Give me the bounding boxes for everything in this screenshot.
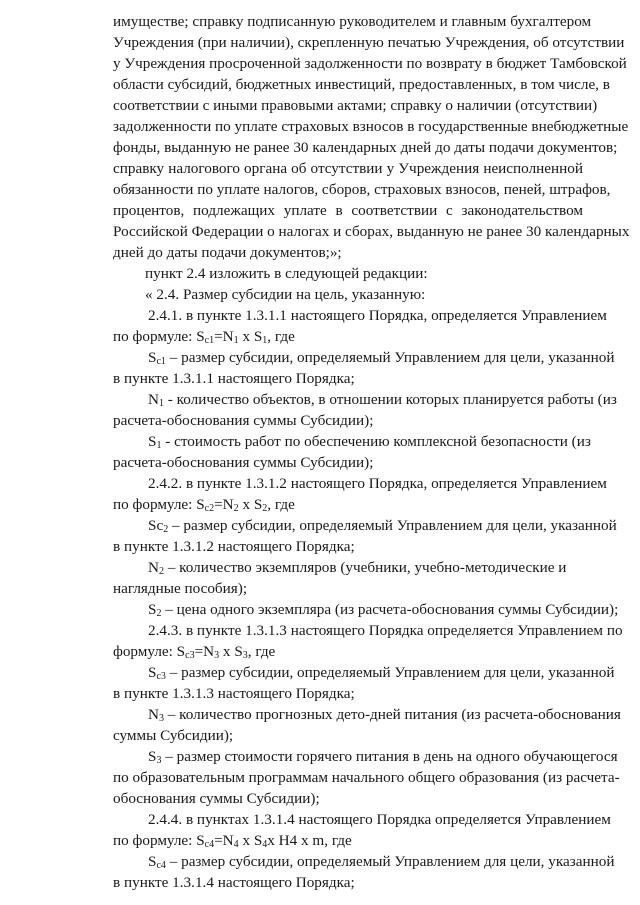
definition-line — [148, 851, 615, 872]
symbol: S — [148, 748, 157, 765]
formula-line — [113, 830, 583, 851]
formula-part: =N — [214, 496, 234, 513]
formula-subscript: 3 — [214, 650, 220, 661]
symbol: Sc — [148, 517, 164, 534]
formula-part: x S — [238, 496, 263, 513]
text-line: расчета-обоснования суммы Субсидии); — [113, 412, 374, 429]
symbol: S — [148, 601, 157, 618]
formula-part: =N — [194, 643, 215, 660]
symbol-subscript: 2 — [158, 566, 164, 577]
formula-part: по формуле: S — [113, 496, 205, 513]
formula-part: x S — [238, 328, 263, 345]
text-line: фонды, выданную не ранее 30 календарных дней до даты подачи документов; — [113, 139, 618, 156]
formula-subscript: 4 — [233, 839, 239, 850]
definition-line — [148, 599, 619, 620]
text-line: 2.4.1. в пункте 1.3.1.1 настоящего Порядка, определяется Управлением — [148, 307, 607, 324]
definition-text: – размер субсидии, определяемый Управлением для цели, указанной — [165, 853, 615, 870]
formula-part: =N — [214, 328, 234, 345]
formula-subscript: 2 — [262, 503, 268, 514]
text-line: обязанности по уплате налогов, сборов, страховых взносов, пеней, штрафов, — [113, 181, 611, 198]
formula-subscript: c3 — [185, 650, 195, 661]
symbol-subscript: 1 — [158, 398, 164, 409]
text-line: соответствии с иными правовыми актами; справку о наличии (отсутствии) — [113, 97, 598, 114]
formula-part: x S — [238, 832, 263, 849]
definition-text: – размер субсидии, определяемый Управлением для цели, указанной — [165, 664, 615, 681]
formula-part: , где — [267, 328, 295, 345]
text-line: в пункте 1.3.1.1 настоящего Порядка; — [113, 370, 355, 387]
text-line: области субсидий, бюджетных инвестиций, предоставленных, в том числе, в — [113, 76, 610, 93]
formula-part: x S — [219, 643, 243, 660]
definition-line — [148, 704, 621, 725]
formula-line — [113, 641, 583, 662]
symbol: S — [148, 664, 157, 681]
text-line: в пункте 1.3.1.3 настоящего Порядка; — [113, 685, 355, 702]
text-line: суммы Субсидии); — [113, 727, 234, 744]
definition-line — [148, 746, 618, 767]
symbol-subscript: 1 — [156, 440, 162, 451]
definition-text: – количество прогнозных дето-дней питания (из расчета-обоснования — [163, 706, 621, 723]
definition-line — [148, 557, 583, 578]
definition-text: – цена одного экземпляра (из расчета-обоснования суммы Субсидии); — [161, 601, 619, 618]
text-line: 2.4.3. в пункте 1.3.1.3 настоящего Порядка определяется Управлением по — [148, 622, 623, 639]
symbol: S — [148, 433, 157, 450]
text-line: имуществе; справку подписанную руководителем и главным бухгалтером — [113, 13, 592, 30]
definition-line — [148, 515, 617, 536]
formula-part: по формуле: S — [113, 328, 205, 345]
text-line: в пункте 1.3.1.4 настоящего Порядка; — [113, 874, 355, 891]
text-line: в пункте 1.3.1.2 настоящего Порядка; — [113, 538, 355, 555]
text-line: справку налогового органа об отсутствии у Учреждения неисполненной — [113, 160, 583, 177]
symbol-subscript: 3 — [156, 755, 162, 766]
formula-part: , где — [247, 643, 276, 660]
formula-subscript: 3 — [242, 650, 248, 661]
text-line: обоснования суммы Субсидии); — [113, 790, 320, 807]
symbol: S — [148, 853, 157, 870]
symbol-subscript: c3 — [156, 671, 166, 682]
formula-subscript: 1 — [262, 335, 268, 346]
definition-text: – размер стоимости горячего питания в день на одного обучающегося — [161, 748, 618, 765]
symbol: N — [148, 391, 159, 408]
symbol: N — [148, 706, 159, 723]
definition-line — [148, 389, 617, 410]
symbol-subscript: 3 — [158, 713, 164, 724]
formula-subscript: 2 — [233, 503, 239, 514]
text-line: « 2.4. Размер субсидии на цель, указанную: — [145, 286, 426, 303]
text-line: у Учреждения просроченной задолженности по возврату в бюджет Тамбовской — [113, 55, 627, 72]
definition-text: – количество экземпляров (учебники, учебно-методические и — [163, 559, 567, 576]
definition-line — [148, 662, 615, 683]
symbol-subscript: 2 — [156, 608, 162, 619]
formula-part: формуле: S — [113, 643, 186, 660]
definition-text: – размер субсидии, определяемый Управлением для цели, указанной — [168, 517, 617, 534]
text-line: Учреждения (при наличии), скрепленную печатью Учреждения, об отсутствии — [113, 34, 625, 51]
text-line: расчета-обоснования суммы Субсидии); — [113, 454, 374, 471]
text-line: Российской Федерации о налогах и сборах, выданную не ранее 30 календарных — [113, 223, 630, 240]
formula-part: =N — [214, 832, 234, 849]
formula-line — [113, 494, 583, 515]
text-line: по образовательным программам начального общего образования (из расчета- — [113, 769, 620, 786]
symbol: N — [148, 559, 159, 576]
formula-subscript: 4 — [262, 839, 268, 850]
symbol-subscript: c1 — [156, 356, 166, 367]
text-line: 2.4.4. в пунктах 1.3.1.4 настоящего Порядка определяется Управлением — [148, 811, 611, 828]
formula-part: по формуле: S — [113, 832, 205, 849]
formula-subscript: c1 — [204, 335, 215, 346]
formula-subscript: c2 — [204, 503, 215, 514]
definition-line — [148, 431, 591, 452]
text-line: процентов, подлежащих уплате в соответствии с законодательством — [113, 202, 583, 219]
formula-subscript: 1 — [233, 335, 239, 346]
text-line: дней до даты подачи документов;»; — [113, 244, 342, 261]
formula-part: , где — [267, 496, 295, 513]
text-line: наглядные пособия); — [113, 580, 248, 597]
formula-subscript: c4 — [204, 839, 215, 850]
symbol: S — [148, 349, 157, 366]
definition-text: - количество объектов, в отношении которых планируется работы (из — [163, 391, 617, 408]
definition-line — [148, 347, 615, 368]
symbol-subscript: 2 — [163, 524, 169, 535]
text-line: задолженности по уплате страховых взносов в государственные внебюджетные — [113, 118, 629, 135]
text-line: пункт 2.4 изложить в следующей редакции: — [145, 265, 428, 282]
definition-text: – размер субсидии, определяемый Управлением для цели, указанной — [165, 349, 615, 366]
formula-part: x H4 x m, где — [267, 832, 352, 849]
text-line: 2.4.2. в пункте 1.3.1.2 настоящего Порядка, определяется Управлением — [148, 475, 607, 492]
definition-text: - стоимость работ по обеспечению комплексной безопасности (из — [161, 433, 591, 450]
formula-line — [113, 326, 583, 347]
symbol-subscript: c4 — [156, 860, 166, 871]
